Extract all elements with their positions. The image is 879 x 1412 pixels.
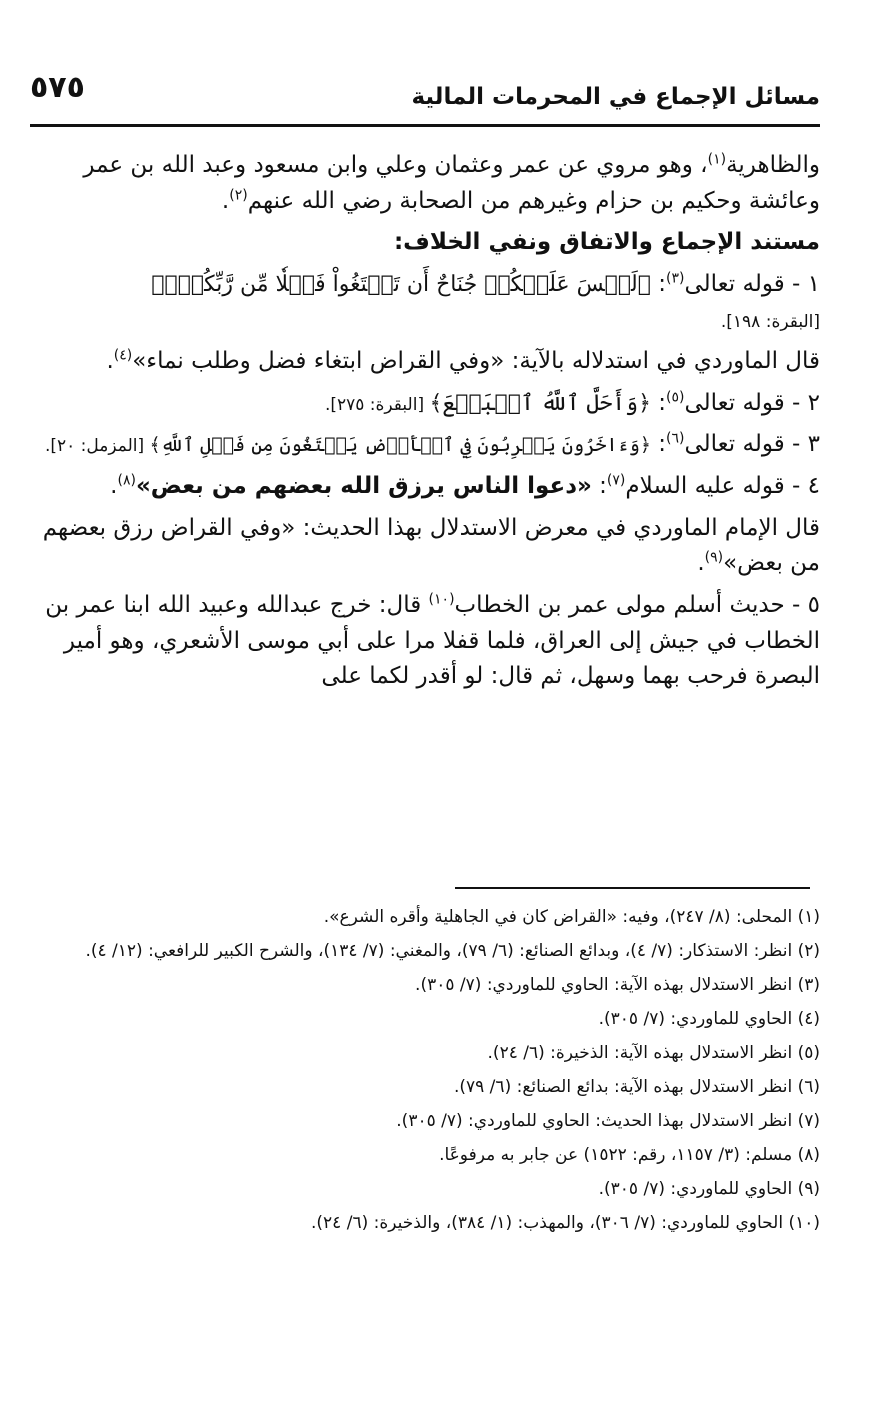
- item-lead: ٣ - قوله تعالى: [684, 431, 820, 458]
- footnote: (٥) انظر الاستدلال بهذه الآية: الذخيرة: (٦/ ٢٤).: [487, 1043, 820, 1063]
- evidence-item-3: [38, 427, 820, 463]
- verse-reference: [البقرة: ٢٧٥].: [324, 394, 430, 415]
- quote-end: .: [106, 348, 114, 375]
- separator-text: :: [650, 389, 667, 416]
- footnote: (٦) انظر الاستدلال بهذه الآية: بدائع الصنائع: (٦/ ٧٩).: [453, 1077, 820, 1097]
- footnote-ref: (٩): [704, 549, 724, 566]
- footnote: (٢) انظر: الاستذكار: (٧/ ٤)، وبدائع الصنائع: (٦/ ٧٩)، والمغني: (٧/ ١٣٤)، والشرح الكبير للرافعي: (١٢/ ٤).: [85, 941, 820, 961]
- page-number: ٥٧٥: [30, 70, 85, 105]
- item-end: .: [110, 473, 118, 500]
- footnote: (١٠) الحاوي للماوردي: (٧/ ٣٠٦)، والمهذب: (١/ ٣٨٤)، والذخيرة: (٦/ ٢٤).: [310, 1213, 820, 1233]
- verse-reference: [البقرة: ١٩٨].: [720, 311, 820, 332]
- mawardi-quote-2: [38, 511, 820, 582]
- separator-text: :: [591, 473, 607, 500]
- separator-text: :: [650, 270, 667, 297]
- footnote: (٨) مسلم: (٣/ ١١٥٧، رقم: ١٥٢٢) عن جابر به مرفوعًا.: [439, 1145, 820, 1165]
- footnote-ref: (٢): [229, 186, 248, 203]
- item-lead: ٢ - قوله تعالى: [684, 389, 820, 416]
- footnote-ref: (١٠): [428, 591, 455, 608]
- quote-text: قال الماوردي في استدلاله بالآية: «وفي القراض ابتغاء فضل وطلب نماء»: [132, 348, 820, 375]
- evidence-item-5: [38, 588, 820, 695]
- footnote-ref: (٨): [117, 472, 136, 489]
- item-text: قال: خرج عبدالله وعبيد الله ابنا عمر بن الخطاب في جيش إلى العراق، فلما قفلا مرا على أبي موسى الأشعري، وهو أمير البصرة فرحب بهما وسهل، ثم قال: لو أقدر لكما على: [45, 592, 820, 690]
- quote-text: قال الإمام الماوردي في معرض الاستدلال بهذا الحديث: «وفي القراض رزق بعضهم من بعض»: [42, 514, 820, 577]
- footnote: (٣) انظر الاستدلال بهذه الآية: الحاوي للماوردي: (٧/ ٣٠٥).: [415, 975, 820, 995]
- footnote-ref: (٥): [666, 389, 685, 406]
- evidence-item-2: [38, 386, 820, 422]
- item-lead: ١ - قوله تعالى: [684, 270, 820, 297]
- quote-end: .: [697, 550, 705, 577]
- page-header: [30, 70, 820, 127]
- quran-verse: ﴿لَيۡسَ عَلَيۡكُمۡ جُنَاحٌ أَن تَبۡتَغُواْ فَضۡلٗا مِّن رَّبِّكُمۡۚ﴾: [151, 271, 651, 297]
- footnote-ref: (٣): [666, 270, 685, 287]
- footnotes: [40, 900, 820, 1240]
- main-text: [38, 148, 820, 701]
- mawardi-quote-1: [38, 344, 820, 380]
- footnote: (٤) الحاوي للماوردي: (٧/ ٣٠٥).: [598, 1009, 820, 1029]
- footnote: (٧) انظر الاستدلال بهذا الحديث: الحاوي للماوردي: (٧/ ٣٠٥).: [396, 1111, 820, 1131]
- paragraph-text: والظاهرية: [726, 152, 820, 178]
- quran-verse: ﴿وَأَحَلَّ ٱللَّهُ ٱلۡبَيۡعَ﴾: [429, 390, 651, 416]
- section-heading: مستند الإجماع والاتفاق ونفي الخلاف:: [393, 229, 820, 256]
- separator-text: :: [650, 431, 667, 458]
- footnote-ref: (١): [707, 151, 727, 168]
- footnote-separator: [455, 887, 810, 889]
- paragraph-text: .: [221, 187, 230, 214]
- footnote: (١) المحلى: (٨/ ٢٤٧)، وفيه: «القراض كان في الجاهلية وأقره الشرع».: [323, 907, 820, 927]
- running-title: مسائل الإجماع في المحرمات المالية: [411, 84, 820, 110]
- paragraph-zahiriyya: [38, 148, 820, 219]
- footnote: (٩) الحاوي للماوردي: (٧/ ٣٠٥).: [598, 1179, 820, 1199]
- evidence-item-1: [38, 267, 820, 338]
- footnote-ref: (٤): [113, 347, 133, 364]
- quran-verse: ﴿وَءَاخَرُونَ يَضۡرِبُونَ فِي ٱلۡأَرۡضِ يَبۡتَغُونَ مِن فَضۡلِ ٱللَّهِ﴾: [149, 434, 651, 457]
- footnote-ref: (٦): [666, 430, 685, 447]
- footnote-ref: (٧): [606, 472, 626, 489]
- evidence-item-4: [38, 469, 820, 505]
- verse-reference: [المزمل: ٢٠].: [44, 436, 150, 457]
- paragraph-text: ، وهو مروي عن عمر وعثمان وعلي وابن مسعود وعبد الله بن عمر وعائشة وحكيم بن حزام وغيرهم من الصحابة رضي الله عنهم: [83, 152, 820, 214]
- hadith-text: «دعوا الناس يرزق الله بعضهم من بعض»: [135, 473, 592, 500]
- item-lead: ٥ - حديث أسلم مولى عمر بن الخطاب: [454, 592, 820, 619]
- item-lead: ٤ - قوله عليه السلام: [625, 473, 820, 500]
